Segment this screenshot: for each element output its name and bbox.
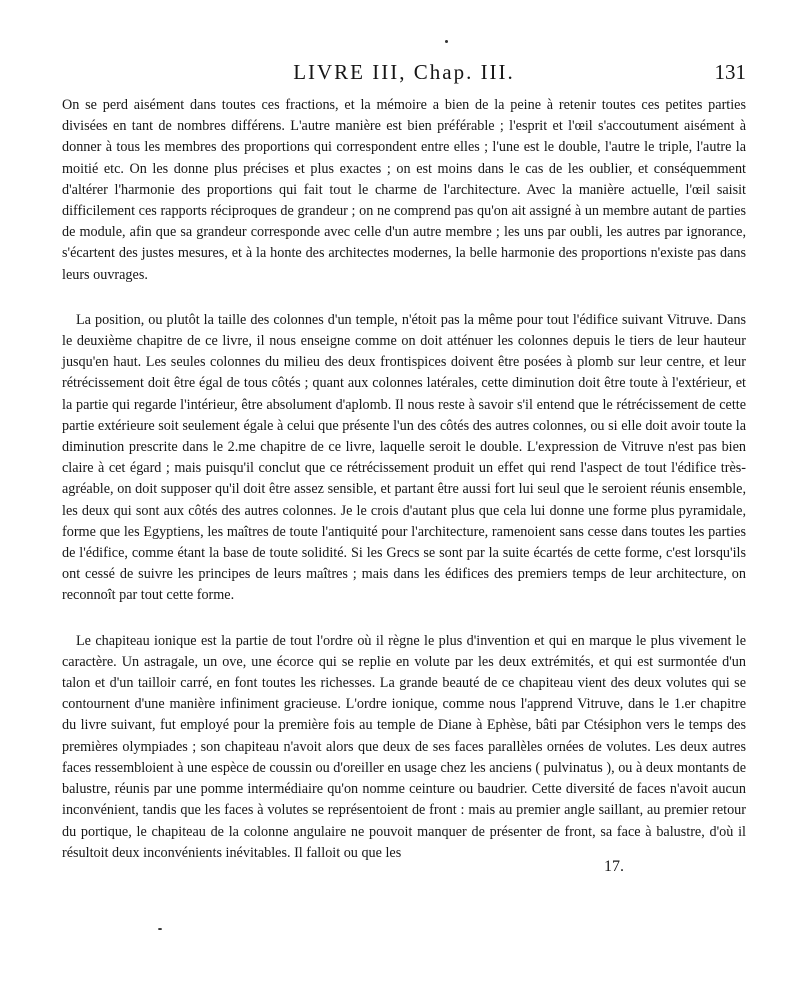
page-number: 131: [714, 60, 746, 84]
ink-speck: [445, 40, 448, 43]
paragraph-1: On se perd aisément dans toutes ces fractions, et la mémoire a bien de la peine à retenir toutes ces petites parties divisées en tant de nombres différens. L'autre manière est bien préférable ; l'esprit et l'œil s'accoutument aisément à donner à tous les membres des proportions qui correspondent entre elles ; l'une est le double, l'autre le triple, l'autre la moitié etc. On les donne plus précises et plus exactes ; on est moins dans le cas de les oublier, et conséquemment d'altérer l'harmonie des proportions qui fait tout le charme de l'architecture. Avec la manière actuelle, l'œil saisit difficilement ces rapports réciproques de grandeur ; on ne comprend pas qu'on ait assigné à un membre autant de parties de module, afin que sa grandeur corresponde avec celle d'un autre membre ; les uns par oubli, les autres par ignorance, s'écartent des justes mesures, et à la honte des architectes modernes, la belle harmonie des proportions n'existe pas dans leurs ouvrages.: [62, 97, 746, 283]
ink-speck: [158, 928, 162, 930]
page-header: [62, 60, 746, 90]
body-text: [62, 95, 746, 888]
running-title: LIVRE III, Chap. III.: [293, 60, 515, 84]
paragraph-3: Le chapiteau ionique est la partie de tout l'ordre où il règne le plus d'invention et qui en marque le plus vivement le caractère. Un astragale, un ove, une écorce qui se replie en volute par les deux extrémités, et qui est surmontée d'un talon et d'un tailloir carré, en font toutes les richesses. La grande beauté de ce chapiteau vient des deux volutes qui se contournent d'une manière infiniment gracieuse. L'ordre ionique, comme nous l'apprend Vitruve, dans le 1.er chapitre du livre suivant, fut employé pour la première fois au temple de Diane à Ephèse, bâti par Ctésiphon vers le temps des premières olympiades ; son chapiteau n'avoit alors que deux de ses faces parallèles ornées de volutes. Les deux autres faces ressembloient à une espèce de coussin ou d'oreiller en usage chez les anciens ( pulvinatus ), ou à deux montants de balustre, réunis par une pomme intermédiaire qu'on nomme ceinture ou baudrier. Cette diversité de faces n'avoit aucun inconvénient, tandis que les faces à volutes se représentoient de front : mais au premier angle saillant, au premier retour du portique, le chapiteau de la colonne angulaire ne pouvoit manquer de présenter de front, sa face à balustre, d'où il résultoit deux inconvénients inévitables. Il falloit ou que les: [62, 632, 746, 861]
paragraph-2: La position, ou plutôt la taille des colonnes d'un temple, n'étoit pas la même pour tout l'édifice suivant Vitruve. Dans le deuxième chapitre de ce livre, il nous enseigne comme on doit atténuer les colonnes depuis le tiers de leur hauteur jusqu'en haut. Les seules colonnes du milieu des deux frontispices doivent être posées à plomb sur leur centre, et leur rétrécissement doit être égal de tous côtés ; quant aux colonnes latérales, cette diminution doit être toute à l'extérieur, et la partie qui regarde l'intérieur, être absolument d'aplomb. Il nous reste à savoir s'il entend que le rétrécissement de cette partie extérieure soit seulement égale à celui que présente l'un des côtés des autres colonnes, ou si elle doit avoir toute la diminution prescrite dans le 2.me chapitre de ce livre, laquelle seroit le double. L'expression de Vitruve n'est pas bien claire à cet égard ; mais puisqu'il conclut que ce rétrécissement produit un effet qui rend l'aspect de tout l'édifice très-agréable, on doit supposer qu'il doit être assez sensible, et partant être aussi fort lui seul que le seroient réunis ensemble, les deux qui sont aux côtés des autres colonnes. Je le crois d'autant plus que cela lui donne une forme plus pyramidale, forme que les Egyptiens, les maîtres de toute l'antiquité pour l'architecture, ramenoient sans cesse dans toutes les parties de l'édifice, comme étant la base de toute solidité. Si les Grecs se sont par la suite écartés de cette forme, c'est lorsqu'ils ont cessé de suivre les principes de leurs maîtres ; mais dans les édifices des premiers temps de leur architecture, on reconnoît par tout cette forme.: [62, 311, 746, 604]
signature-mark: 17.: [604, 858, 624, 875]
